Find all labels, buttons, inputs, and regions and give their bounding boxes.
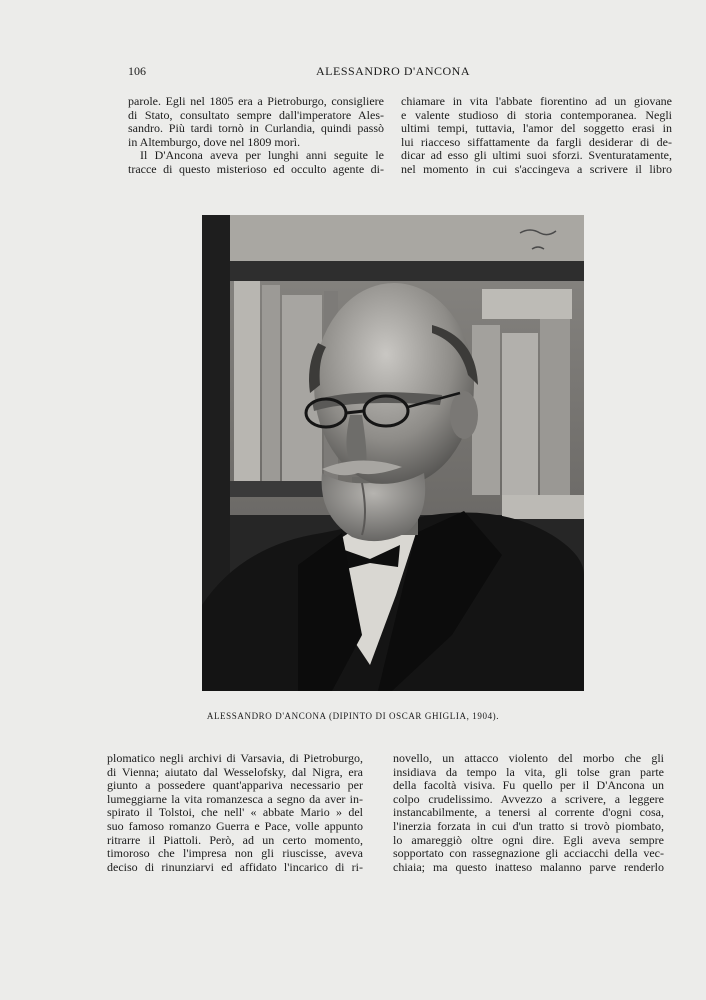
text-line: insidiava da tempo la vita, gli tolse gran parte <box>393 764 664 779</box>
text-line: l'inerzia forzata in cui d'un tratto si trovò piombato, <box>393 818 664 833</box>
text-line: timoroso che l'impresa non gli riuscisse, aveva <box>107 846 363 861</box>
text-line: lumeggiarne la vita romanzesca a segno da aver in- <box>107 791 363 806</box>
bottom-left-column <box>107 752 363 874</box>
text-line: e valente studioso di storia contemporanea. Negli <box>401 107 672 122</box>
page-number: 106 <box>128 64 146 78</box>
page-header <box>0 64 706 80</box>
text-line: in Altemburgo, dove nel 1809 morì. <box>128 134 301 149</box>
running-title: ALESSANDRO D'ANCONA <box>316 64 471 78</box>
text-line: novello, un attacco violento del morbo che gli <box>393 751 664 765</box>
text-line: deciso di rinunziarvi ed affidato l'incarico di ri- <box>107 859 363 874</box>
top-left-column <box>128 95 384 177</box>
text-line: della facoltà visiva. Fu quello per il D'Ancona un <box>393 778 664 793</box>
text-line: parole. Egli nel 1805 era a Pietroburgo, consigliere <box>128 94 384 108</box>
text-line: di Vienna; aiutato dal Wesselofsky, dal Nigra, era <box>107 764 363 779</box>
text-line: dicar ad esso gli ultimi suoi sforzi. Sventuratamente, <box>401 148 672 163</box>
text-line: nel momento in cui s'accingeva a scrivere il libro <box>401 161 672 176</box>
text-line: tracce di questo misterioso ed occulto agente di- <box>128 161 384 176</box>
text-line: lo amareggiò oltre ogni dire. Egli aveva sempre <box>393 832 664 847</box>
text-line: colpo crudelissimo. Avvezzo a scrivere, a leggere <box>393 791 664 806</box>
text-line: chiamare in vita l'abbate fiorentino ad un giovane <box>401 94 672 108</box>
top-right-column <box>401 95 672 177</box>
text-line: giunto a possedere quant'appariva necessario per <box>107 778 363 793</box>
text-line: plomatico negli archivi di Varsavia, di Pietroburgo, <box>107 751 363 765</box>
portrait-painting <box>202 215 584 691</box>
text-line: di Stato, consultato sempre dall'imperatore Ales- <box>128 107 384 122</box>
text-line: chiaia; ma questo inatteso malanno parve renderlo <box>393 859 664 874</box>
text-line: lui riacceso siffattamente da fargli desiderar di de- <box>401 134 672 149</box>
text-line: suo famoso romanzo Guerra e Pace, volle appunto <box>107 818 363 833</box>
text-line: instancabilmente, a tenersi al corrente d'ogni cosa, <box>393 805 664 820</box>
text-line: Il D'Ancona aveva per lunghi anni seguite le <box>140 148 384 163</box>
text-line: ultimi tempi, tuttavia, l'amor del soggetto erasi in <box>401 121 672 136</box>
text-line: ritrarre il Piattoli. Però, ad un certo momento, <box>107 832 363 847</box>
text-line: spirato il Tolstoi, che nell' « abbate Mario » del <box>107 805 363 820</box>
bottom-right-column <box>393 752 664 874</box>
figure-caption: ALESSANDRO D'ANCONA (DIPINTO DI OSCAR GHIGLIA, 1904). <box>206 711 500 721</box>
text-line: sandro. Più tardi tornò in Curlandia, quindi passò <box>128 121 384 136</box>
text-line: sopportato con rassegnazione gli acciacchi della vec- <box>393 846 664 861</box>
